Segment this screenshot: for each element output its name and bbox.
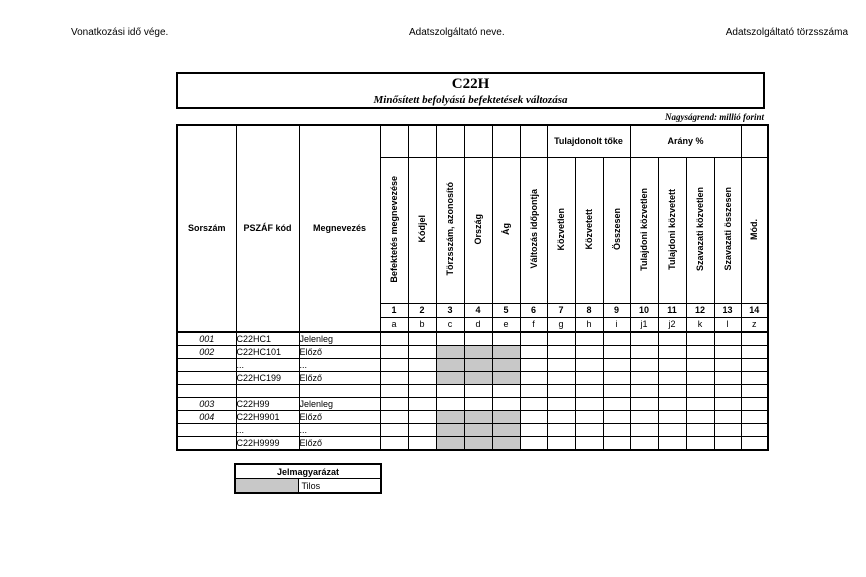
data-cell <box>464 410 492 423</box>
table-row <box>177 358 768 371</box>
column-letter: c <box>436 317 464 332</box>
data-cell <box>658 358 686 371</box>
data-cell <box>658 332 686 346</box>
column-header-label: Ág <box>501 223 511 235</box>
legend-grey-swatch <box>235 479 299 494</box>
column-number: 11 <box>658 303 686 317</box>
data-cell <box>686 410 714 423</box>
data-cell <box>464 332 492 346</box>
data-cell <box>686 384 714 397</box>
column-header-label: Közvetett <box>584 208 594 250</box>
data-cell <box>714 371 741 384</box>
data-cell <box>658 410 686 423</box>
data-cell <box>686 371 714 384</box>
data-cell <box>547 371 575 384</box>
blank-group-cell <box>380 125 408 157</box>
column-number: 9 <box>603 303 630 317</box>
column-letter: g <box>547 317 575 332</box>
data-cell <box>520 332 547 346</box>
column-header <box>575 157 603 303</box>
column-header-label: Szavazati összesen <box>722 187 733 271</box>
table-row <box>177 371 768 384</box>
data-cell <box>575 345 603 358</box>
data-cell <box>658 436 686 450</box>
data-cell <box>520 410 547 423</box>
data-cell <box>492 397 520 410</box>
data-cell <box>741 384 768 397</box>
data-cell <box>464 436 492 450</box>
column-header <box>492 157 520 303</box>
column-letter: i <box>603 317 630 332</box>
column-number: 13 <box>714 303 741 317</box>
data-cell <box>408 410 436 423</box>
data-cell <box>380 345 408 358</box>
data-cell <box>547 436 575 450</box>
data-cell <box>575 423 603 436</box>
row-pszaf-code: C22HC199 <box>236 371 299 384</box>
data-cell <box>436 371 464 384</box>
blank-group-cell <box>436 125 464 157</box>
data-cell <box>686 436 714 450</box>
table-row <box>177 397 768 410</box>
row-megnevezes: ... <box>299 423 380 436</box>
data-cell <box>630 397 658 410</box>
table-row <box>177 423 768 436</box>
data-cell <box>741 358 768 371</box>
row-megnevezes: Előző <box>299 410 380 423</box>
form-title-box <box>176 72 765 109</box>
data-cell <box>520 371 547 384</box>
row-megnevezes: Jelenleg <box>299 397 380 410</box>
data-cell <box>408 384 436 397</box>
column-header <box>436 157 464 303</box>
data-cell <box>575 332 603 346</box>
data-cell <box>686 423 714 436</box>
column-number: 14 <box>741 303 768 317</box>
column-header-label: Közvetlen <box>556 207 566 251</box>
column-letter: j2 <box>658 317 686 332</box>
data-cell <box>714 423 741 436</box>
data-cell <box>436 358 464 371</box>
column-header <box>630 157 658 303</box>
data-cell <box>575 371 603 384</box>
data-cell <box>408 436 436 450</box>
data-cell <box>408 358 436 371</box>
data-cell <box>520 384 547 397</box>
data-cell <box>547 332 575 346</box>
data-cell <box>603 358 630 371</box>
legend-grey-label: Tilos <box>299 479 381 494</box>
form-subtitle: Minősített befolyású befektetések változása <box>373 94 568 106</box>
column-header <box>741 157 768 303</box>
data-cell <box>658 384 686 397</box>
data-cell <box>492 436 520 450</box>
data-cell <box>603 397 630 410</box>
table-row <box>177 410 768 423</box>
data-cell <box>741 423 768 436</box>
legend-title: Jelmagyarázat <box>235 464 381 479</box>
data-cell <box>603 436 630 450</box>
column-number: 1 <box>380 303 408 317</box>
data-cell <box>630 358 658 371</box>
data-cell <box>464 371 492 384</box>
blank-group-cell <box>464 125 492 157</box>
column-header-label: Összesen <box>611 207 622 251</box>
row-megnevezes: Előző <box>299 345 380 358</box>
row-sorszam <box>177 436 236 450</box>
row-sorszam: 003 <box>177 397 236 410</box>
data-cell <box>492 410 520 423</box>
row-sorszam: 001 <box>177 332 236 346</box>
data-cell <box>630 345 658 358</box>
column-header <box>520 157 547 303</box>
row-pszaf-code: C22H9999 <box>236 436 299 450</box>
column-letter: z <box>741 317 768 332</box>
data-cell <box>630 371 658 384</box>
data-cell <box>380 371 408 384</box>
data-cell <box>714 332 741 346</box>
column-header <box>658 157 686 303</box>
tulajdonolt-toke-group-header: Tulajdonolt tőke <box>547 125 630 157</box>
column-header <box>686 157 714 303</box>
blank-group-cell <box>492 125 520 157</box>
data-cell <box>436 332 464 346</box>
column-letter: l <box>714 317 741 332</box>
row-pszaf-code: C22H99 <box>236 397 299 410</box>
row-pszaf-code: C22H9901 <box>236 410 299 423</box>
column-number: 6 <box>520 303 547 317</box>
data-cell <box>575 397 603 410</box>
row-megnevezes: Előző <box>299 436 380 450</box>
data-cell <box>658 371 686 384</box>
provider-id-label: Adatszolgáltató törzsszáma <box>725 27 848 38</box>
column-number: 10 <box>630 303 658 317</box>
row-sorszam <box>177 423 236 436</box>
data-cell <box>408 423 436 436</box>
data-cell <box>436 345 464 358</box>
column-letter: a <box>380 317 408 332</box>
data-cell <box>464 358 492 371</box>
data-table <box>176 124 769 451</box>
pszaf-code-header: PSZÁF kód <box>236 125 299 332</box>
data-cell <box>603 332 630 346</box>
data-cell <box>630 384 658 397</box>
data-cell <box>714 358 741 371</box>
data-cell <box>686 332 714 346</box>
column-number: 4 <box>464 303 492 317</box>
data-cell <box>575 436 603 450</box>
data-cell <box>575 410 603 423</box>
data-cell <box>436 384 464 397</box>
column-header <box>714 157 741 303</box>
data-cell <box>520 436 547 450</box>
data-cell <box>630 332 658 346</box>
data-cell <box>408 345 436 358</box>
data-cell <box>436 436 464 450</box>
column-letter: h <box>575 317 603 332</box>
column-header-label: Mód. <box>749 218 760 240</box>
row-megnevezes: Jelenleg <box>299 332 380 346</box>
table-row <box>177 345 768 358</box>
form-code: C22H <box>451 76 490 92</box>
data-cell <box>547 358 575 371</box>
data-cell <box>520 423 547 436</box>
table-row <box>177 332 768 346</box>
data-cell <box>547 423 575 436</box>
row-pszaf-code <box>236 384 299 397</box>
megnevezes-header: Megnevezés <box>299 125 380 332</box>
data-cell <box>380 410 408 423</box>
data-cell <box>630 436 658 450</box>
data-cell <box>741 371 768 384</box>
data-cell <box>741 410 768 423</box>
data-cell <box>658 423 686 436</box>
data-cell <box>741 345 768 358</box>
blank-group-cell <box>741 125 768 157</box>
data-cell <box>408 371 436 384</box>
data-cell <box>380 423 408 436</box>
table-row <box>177 384 768 397</box>
data-cell <box>686 345 714 358</box>
row-sorszam <box>177 371 236 384</box>
data-cell <box>658 397 686 410</box>
column-header-label: Szavazati közvetlen <box>695 186 705 272</box>
data-cell <box>603 384 630 397</box>
column-number: 7 <box>547 303 575 317</box>
column-number: 5 <box>492 303 520 317</box>
data-cell <box>380 384 408 397</box>
column-letter: b <box>408 317 436 332</box>
sorszam-header: Sorszám <box>177 125 236 332</box>
data-cell <box>436 423 464 436</box>
column-letter: j1 <box>630 317 658 332</box>
row-sorszam <box>177 384 236 397</box>
column-header-label: Befektetés megnevezése <box>389 175 399 283</box>
column-header <box>464 157 492 303</box>
row-sorszam <box>177 358 236 371</box>
column-number: 2 <box>408 303 436 317</box>
row-megnevezes <box>299 384 380 397</box>
period-end-label: Vonatkozási idő vége. <box>71 27 169 38</box>
column-header-label: Törzsszám, azonosító <box>445 182 455 276</box>
data-cell <box>492 371 520 384</box>
data-cell <box>380 358 408 371</box>
column-letter: f <box>520 317 547 332</box>
row-megnevezes: ... <box>299 358 380 371</box>
column-header <box>547 157 575 303</box>
data-cell <box>380 332 408 346</box>
column-header-label: Tulajdoni közvetlen <box>639 187 649 271</box>
data-cell <box>408 397 436 410</box>
data-cell <box>658 345 686 358</box>
row-pszaf-code: C22HC101 <box>236 345 299 358</box>
data-cell <box>492 423 520 436</box>
data-cell <box>492 358 520 371</box>
data-cell <box>686 397 714 410</box>
data-cell <box>714 397 741 410</box>
arany-group-header: Arány % <box>630 125 741 157</box>
data-cell <box>741 397 768 410</box>
data-cell <box>714 410 741 423</box>
unit-label: Nagyságrend: millió forint <box>664 112 764 122</box>
data-cell <box>464 397 492 410</box>
table-row <box>177 436 768 450</box>
data-cell <box>603 423 630 436</box>
data-cell <box>575 384 603 397</box>
data-cell <box>520 358 547 371</box>
provider-name-label: Adatszolgáltató neve. <box>409 27 505 38</box>
blank-group-cell <box>520 125 547 157</box>
data-cell <box>714 384 741 397</box>
data-cell <box>547 384 575 397</box>
column-number: 3 <box>436 303 464 317</box>
data-cell <box>741 436 768 450</box>
blank-group-cell <box>408 125 436 157</box>
data-cell <box>630 410 658 423</box>
column-number: 8 <box>575 303 603 317</box>
data-cell <box>464 423 492 436</box>
data-cell <box>436 410 464 423</box>
column-header <box>603 157 630 303</box>
data-cell <box>520 397 547 410</box>
data-cell <box>380 436 408 450</box>
data-cell <box>380 397 408 410</box>
data-cell <box>436 397 464 410</box>
data-cell <box>464 384 492 397</box>
data-cell <box>547 345 575 358</box>
data-cell <box>603 345 630 358</box>
data-cell <box>408 332 436 346</box>
row-pszaf-code: C22HC1 <box>236 332 299 346</box>
data-cell <box>603 371 630 384</box>
column-letter: k <box>686 317 714 332</box>
data-cell <box>603 410 630 423</box>
column-letter: e <box>492 317 520 332</box>
column-header-label: Kódjel <box>417 215 427 243</box>
data-cell <box>492 345 520 358</box>
row-megnevezes: Előző <box>299 371 380 384</box>
data-cell <box>547 410 575 423</box>
row-pszaf-code: ... <box>236 423 299 436</box>
legend-table <box>234 463 382 494</box>
column-header-label: Tulajdoni közvetett <box>667 188 677 270</box>
data-cell <box>686 358 714 371</box>
row-sorszam: 002 <box>177 345 236 358</box>
data-cell <box>714 345 741 358</box>
row-pszaf-code: ... <box>236 358 299 371</box>
data-cell <box>464 345 492 358</box>
column-header <box>380 157 408 303</box>
data-cell <box>575 358 603 371</box>
column-letter: d <box>464 317 492 332</box>
data-cell <box>547 397 575 410</box>
data-cell <box>520 345 547 358</box>
data-cell <box>630 423 658 436</box>
column-header-label: Ország <box>473 213 483 245</box>
data-cell <box>741 332 768 346</box>
data-cell <box>492 332 520 346</box>
column-header <box>408 157 436 303</box>
column-number: 12 <box>686 303 714 317</box>
data-cell <box>492 384 520 397</box>
data-cell <box>714 436 741 450</box>
column-header-label: Változás időpontja <box>528 189 539 269</box>
row-sorszam: 004 <box>177 410 236 423</box>
